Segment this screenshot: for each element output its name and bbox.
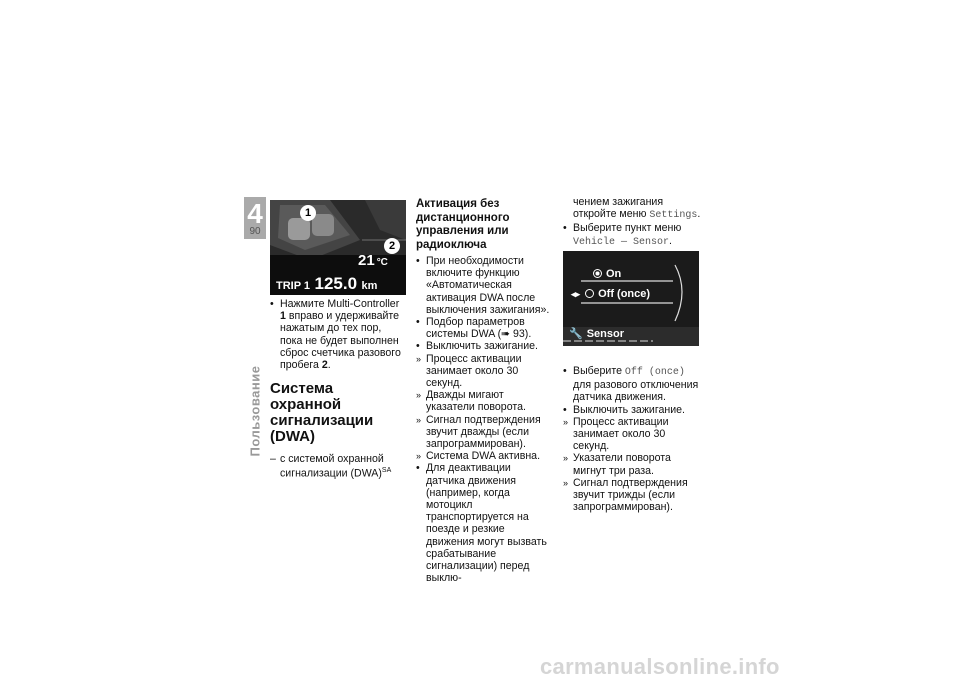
watermark: carmanualsonline.info [540, 654, 780, 679]
menu-sensor-title: 🔧 Sensor [569, 328, 624, 340]
callout-2: 2 [384, 238, 400, 254]
step-select-off-once: • Выберите Off (once) для разового отключения датчика движения. [563, 365, 703, 404]
temperature-value: 21 [358, 252, 375, 269]
column-1 [270, 298, 405, 480]
result-activation-time-2: » Процесс активации занимает около 30 секунд. [563, 416, 703, 453]
trip-readout [276, 274, 377, 294]
step-deactivate-sensor: • Для деактивации датчика движения (например, когда мотоцикл транспортируется на поезде и резкие движения могут вызвать срабатывание сигнализации) перед выклю- [416, 462, 552, 584]
trip-unit: km [361, 280, 378, 292]
column-3 [563, 196, 703, 249]
trip-label: TRIP 1 [276, 280, 311, 292]
result-signal: » Сигнал подтверждения звучит дважды (если запрограммирован). [416, 414, 552, 451]
sensor-menu-screen [563, 251, 699, 346]
column-2 [416, 198, 552, 584]
step-enable-auto: • При необходимости включите функцию «Автоматическая активация DWA после выключения зажигания». [416, 255, 552, 316]
wrench-icon: 🔧 [569, 328, 583, 340]
page-number: 90 [249, 226, 261, 237]
result-indicators-3: » Указатели поворота мигнут три раза. [563, 452, 703, 476]
radio-unselected-icon [585, 289, 594, 298]
selection-arrows-icon: ◂▸ [571, 289, 581, 299]
chapter-title: Пользование [247, 365, 263, 457]
section-heading-dwa: Система охранной сигнализации (DWA) [270, 380, 374, 446]
option-off-once: ◂▸ Off (once) [571, 288, 651, 300]
temperature-readout [358, 252, 388, 269]
step-dwa-params: • Подбор параметров системы DWA (➠ 93). [416, 316, 552, 340]
result-activation-time: » Процесс активации занимает около 30 секунд. [416, 353, 552, 390]
step-ignition-off: • Выключить зажигание. [416, 340, 552, 352]
step-select-menu: • Выберите пункт меню Vehicle — Sensor. [563, 222, 703, 248]
temperature-unit: °C [376, 257, 388, 268]
handlebar-photo [270, 200, 406, 295]
continued-text: чением зажигания откройте меню Settings. [573, 196, 701, 222]
result-signal-3: » Сигнал подтверждения звучит трижды (если запрограммирован). [563, 477, 703, 514]
result-active: » Система DWA активна. [416, 450, 552, 462]
equipment-note: – с системой охранной сигнализации (DWA)$^{SA}$ [270, 453, 405, 480]
result-indicators: » Дважды мигают указатели поворота. [416, 389, 552, 413]
option-on: On [593, 268, 621, 280]
section-heading-activation: Активация без дистанционного управления или радиоключа [416, 198, 510, 251]
trip-value: 125.0 [314, 274, 358, 293]
instruction-reset-trip: • Нажмите Multi-Controller 1 вправо и удерживайте нажатым до тех пор, пока не будет выполнен сброс счетчика разового пробега 2. [270, 298, 405, 371]
column-3-lower [563, 365, 703, 513]
callout-1: 1 [300, 205, 316, 221]
radio-selected-icon [593, 269, 602, 278]
step-ignition-off-2: • Выключить зажигание. [563, 404, 703, 416]
chapter-number: 4 [244, 197, 266, 239]
